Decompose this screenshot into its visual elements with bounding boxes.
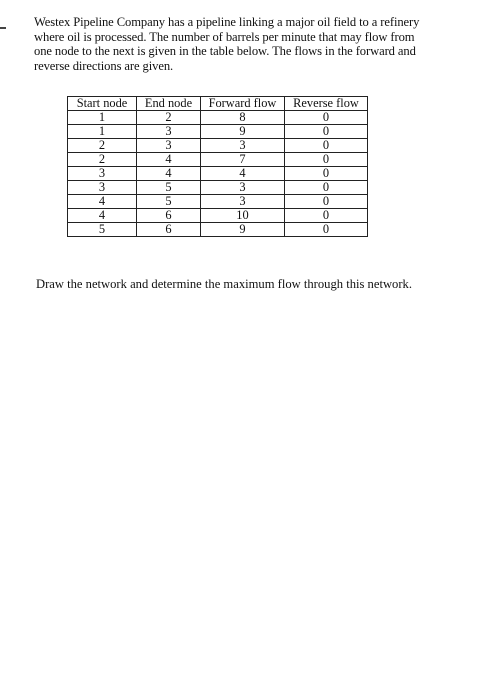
problem-line: reverse directions are given. [34,58,174,73]
end-node-cell: 3 [137,139,201,153]
end-node-cell: 6 [137,209,201,223]
start-node-cell: 3 [68,181,137,195]
end-node-cell: 6 [137,223,201,237]
end-node-cell: 5 [137,195,201,209]
start-node-cell: 4 [68,195,137,209]
reverse-flow-cell: 0 [285,111,368,125]
table-header-row [68,97,368,111]
table-row [68,153,368,167]
start-node-cell: 5 [68,223,137,237]
forward-flow-cell: 3 [201,139,285,153]
header-start-node: Start node [68,97,137,111]
reverse-flow-cell: 0 [285,153,368,167]
reverse-flow-cell: 0 [285,195,368,209]
header-forward-flow: Forward flow [201,97,285,111]
forward-flow-cell: 3 [201,195,285,209]
reverse-flow-cell: 0 [285,125,368,139]
end-node-cell: 4 [137,167,201,181]
forward-flow-cell: 7 [201,153,285,167]
table-row [68,209,368,223]
flow-table [67,96,368,237]
forward-flow-cell: 3 [201,181,285,195]
header-reverse-flow: Reverse flow [285,97,368,111]
forward-flow-cell: 4 [201,167,285,181]
start-node-cell: 1 [68,125,137,139]
end-node-cell: 5 [137,181,201,195]
start-node-cell: 4 [68,209,137,223]
table-row [68,139,368,153]
problem-statement [34,15,472,73]
end-node-cell: 2 [137,111,201,125]
end-node-cell: 3 [137,125,201,139]
problem-line: one node to the next is given in the table below. The flows in the forward and [34,44,416,59]
start-node-cell: 1 [68,111,137,125]
start-node-cell: 2 [68,139,137,153]
forward-flow-cell: 9 [201,223,285,237]
reverse-flow-cell: 0 [285,181,368,195]
instruction-text: Draw the network and determine the maximum flow through this network. [36,277,412,291]
header-end-node: End node [137,97,201,111]
table-row [68,181,368,195]
reverse-flow-cell: 0 [285,223,368,237]
table-row [68,111,368,125]
forward-flow-cell: 10 [201,209,285,223]
problem-line: where oil is processed. The number of barrels per minute that may flow from [34,29,415,44]
end-node-cell: 4 [137,153,201,167]
forward-flow-cell: 9 [201,125,285,139]
reverse-flow-cell: 0 [285,167,368,181]
table-row [68,125,368,139]
problem-line: Westex Pipeline Company has a pipeline linking a major oil field to a refinery [34,15,420,29]
margin-mark [0,27,6,29]
start-node-cell: 3 [68,167,137,181]
start-node-cell: 2 [68,153,137,167]
reverse-flow-cell: 0 [285,139,368,153]
reverse-flow-cell: 0 [285,209,368,223]
table-row [68,195,368,209]
forward-flow-cell: 8 [201,111,285,125]
table-row [68,223,368,237]
table-row [68,167,368,181]
